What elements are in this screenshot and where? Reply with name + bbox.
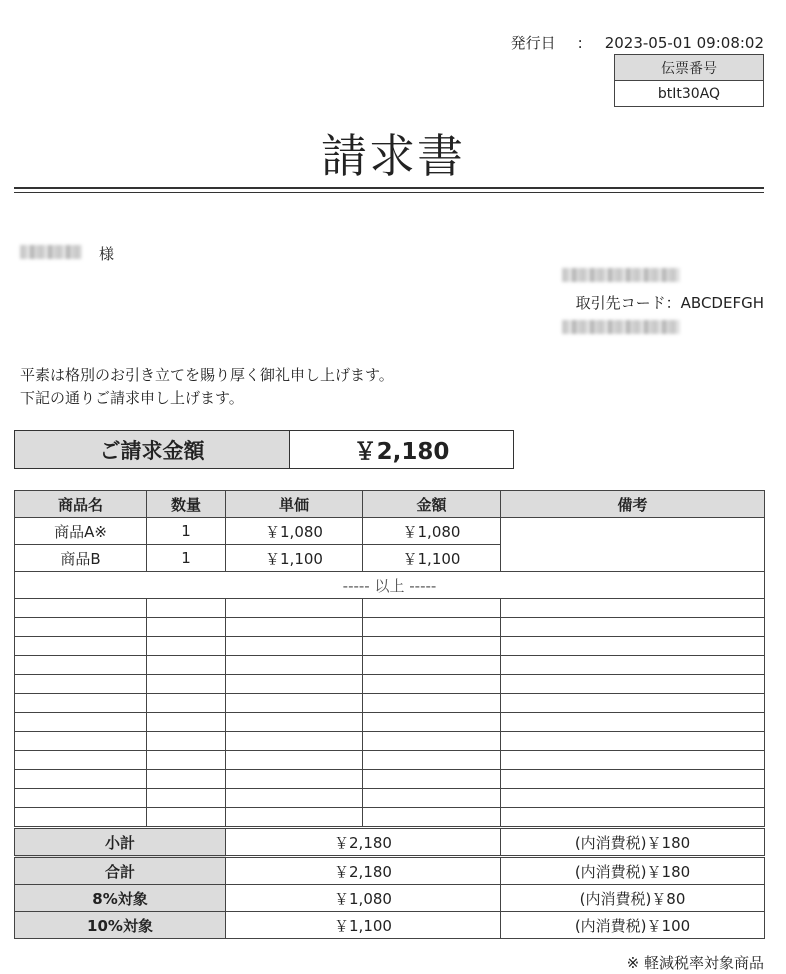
empty-row — [15, 599, 765, 618]
redacted-client-name — [20, 245, 82, 259]
column-header-unit-price: 単価 — [226, 491, 363, 518]
item-unit-price: ￥1,100 — [226, 545, 363, 572]
billing-amount-box — [14, 430, 514, 469]
redacted-sender-line — [562, 320, 680, 334]
rate10-label: 10%対象 — [15, 912, 226, 939]
rate8-label: 8%対象 — [15, 885, 226, 912]
title-divider-inner — [14, 192, 764, 193]
empty-row — [15, 713, 765, 732]
item-unit-price: ￥1,080 — [226, 518, 363, 545]
greeting-line: 下記の通りご請求申し上げます。 — [20, 389, 244, 407]
billing-amount-value: ￥2,180 — [290, 431, 514, 469]
end-marker: ----- 以上 ----- — [15, 572, 765, 599]
rate10-tax: (内消費税)￥100 — [501, 912, 765, 939]
honorific: 様 — [99, 245, 115, 263]
greeting-line: 平素は格別のお引き立てを賜り厚く御礼申し上げます。 — [20, 366, 394, 384]
item-qty: 1 — [147, 518, 226, 545]
total-label: 合計 — [15, 857, 226, 885]
total-row — [15, 857, 765, 885]
empty-row — [15, 732, 765, 751]
footnote: ※ 軽減税率対象商品 — [626, 954, 764, 972]
empty-row — [15, 808, 765, 828]
empty-row — [15, 770, 765, 789]
table-header-row — [15, 491, 765, 518]
column-header-qty: 数量 — [147, 491, 226, 518]
issue-date — [511, 32, 764, 53]
total-amount: ￥2,180 — [226, 857, 501, 885]
title-divider — [14, 187, 764, 189]
subtotal-tax: (内消費税)￥180 — [501, 828, 765, 857]
rate10-row — [15, 912, 765, 939]
rate10-amount: ￥1,100 — [226, 912, 501, 939]
issue-date-value: 2023-05-01 09:08:02 — [604, 34, 764, 52]
subtotal-label: 小計 — [15, 828, 226, 857]
empty-row — [15, 675, 765, 694]
column-header-amount: 金額 — [363, 491, 501, 518]
table-row — [15, 518, 765, 545]
rate8-row — [15, 885, 765, 912]
greeting — [20, 364, 394, 410]
redacted-sender-line — [562, 268, 680, 282]
empty-row — [15, 694, 765, 713]
items-table — [14, 490, 765, 939]
empty-row — [15, 618, 765, 637]
end-marker-row — [15, 572, 765, 599]
column-header-notes: 備考 — [501, 491, 765, 518]
subtotal-amount: ￥2,180 — [226, 828, 501, 857]
rate8-amount: ￥1,080 — [226, 885, 501, 912]
total-tax: (内消費税)￥180 — [501, 857, 765, 885]
client-code: 取引先コード：ABCDEFGH — [575, 294, 764, 312]
item-amount: ￥1,100 — [363, 545, 501, 572]
item-notes — [501, 518, 765, 572]
item-qty: 1 — [147, 545, 226, 572]
item-name: 商品B — [15, 545, 147, 572]
slip-number-value: btIt30AQ — [615, 81, 764, 107]
issue-date-separator: : — [577, 34, 583, 52]
item-amount: ￥1,080 — [363, 518, 501, 545]
slip-number-box — [614, 54, 764, 107]
subtotal-row — [15, 828, 765, 857]
empty-row — [15, 789, 765, 808]
rate8-tax: (内消費税)￥80 — [501, 885, 765, 912]
empty-row — [15, 637, 765, 656]
issue-date-label: 発行日 — [510, 34, 556, 52]
item-name: 商品A※ — [15, 518, 147, 545]
document-title: 請求書 — [321, 129, 465, 183]
empty-row — [15, 656, 765, 675]
column-header-name: 商品名 — [15, 491, 147, 518]
empty-row — [15, 751, 765, 770]
billing-amount-label: ご請求金額 — [15, 431, 290, 469]
slip-number-label: 伝票番号 — [615, 55, 764, 81]
